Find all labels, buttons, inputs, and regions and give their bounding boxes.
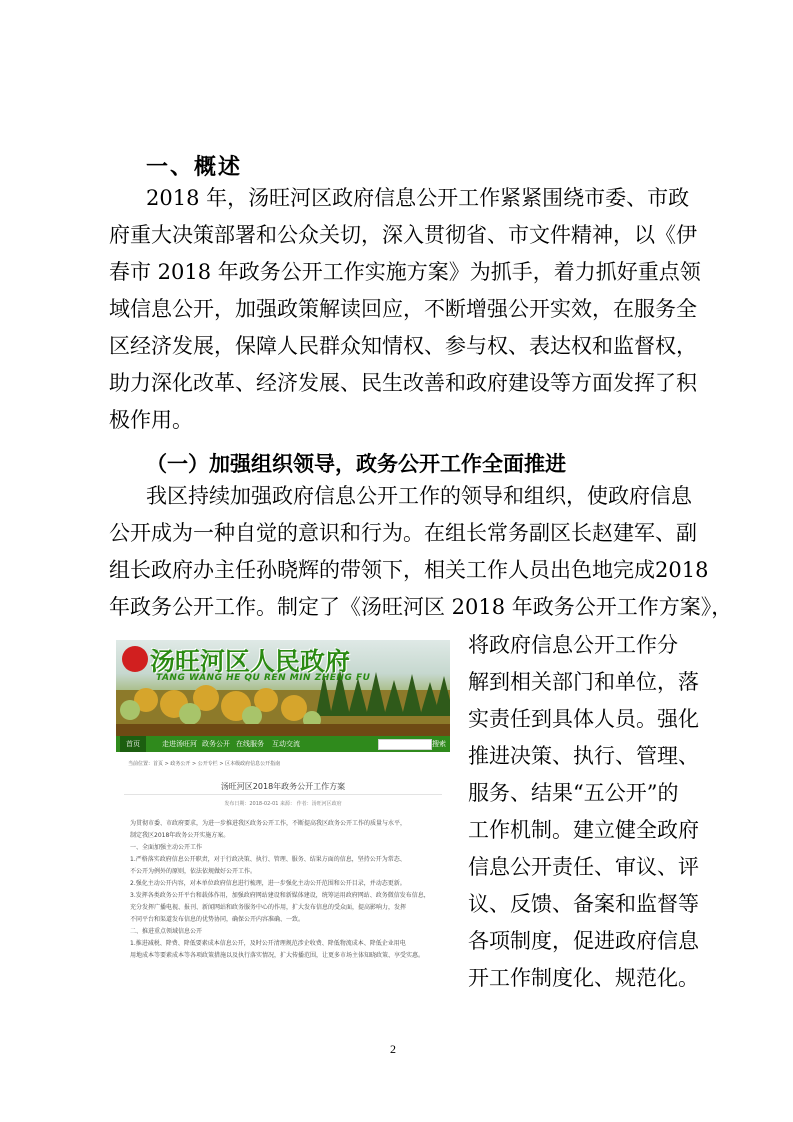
article-body-line: 制定我区2018年政务公开实施方案。: [130, 832, 230, 839]
subsection-heading: （一）加强组织领导，政务公开工作全面推进: [146, 452, 566, 476]
article-divider: [124, 794, 442, 795]
nav-about: 走进汤旺河: [162, 740, 197, 748]
site-logo-icon: [122, 646, 148, 672]
text-line: 服务、结果“五公开”的: [468, 781, 679, 805]
text-line: 工作机制。建立健全政府: [468, 818, 699, 842]
article-body-line: 二、推进重点领域信息公开: [130, 928, 203, 935]
site-title: 汤旺河区人民政府: [150, 647, 351, 676]
site-subtitle: TANG WANG HE QU REN MIN ZHENG FU: [156, 673, 371, 683]
nav-interaction: 互动交流: [272, 740, 300, 748]
text-line: 组长政府办主任孙晓辉的带领下，相关工作人员出色地完成2018: [109, 558, 709, 582]
text-line: 将政府信息公开工作分: [468, 633, 678, 657]
section-heading: 一、概述: [146, 155, 243, 180]
article-body-line: 3.发挥各类政务公开平台和载体作用，加强政府网站建设和新媒体建设，统筹运用政府网站、政务微信发布信息，: [130, 892, 430, 899]
article-body-line: 充分发挥广播电视、报刊、新闻网站和政务服务中心的作用，扩大发布信息的受众面，提高影响力，发挥: [130, 904, 407, 911]
text-line: 信息公开责任、审议、评: [468, 855, 699, 879]
nav-home: 首页: [120, 736, 146, 752]
article-body-line: 1.推进减税、降费、降低要素成本信息公开，及时公开清理规范涉企收费、降低物流成本、降低企业用电: [130, 940, 406, 947]
text-line: 区经济发展，保障人民群众知情权、参与权、表达权和监督权，: [109, 334, 697, 358]
article-body-line: 2.强化主动公开内容，对本单位政府信息进行梳理，进一步强化主动公开范围和公开目录，并动态更新。: [130, 880, 406, 887]
article-body-line: 为贯彻市委、市政府要求，为进一步推进我区政务公开工作，不断提高我区政务公开工作的质量与水平，: [130, 820, 407, 827]
article-body-line: 1.严格落实政府信息公开职责，对于行政决策、执行、管理、服务、结果方面的信息，坚持公开为常态、: [130, 856, 406, 863]
text-line: 各项制度，促进政府信息: [468, 929, 699, 953]
site-banner: [116, 640, 450, 736]
text-line: 年政务公开工作。制定了《汤旺河区 2018 年政务公开工作方案》，: [109, 595, 733, 619]
site-breadcrumb: 当前位置：首页 > 政务公开 > 公开专栏 > 区本级政府信息公开指南: [128, 761, 281, 767]
website-screenshot: [116, 640, 450, 997]
text-line: 我区持续加强政府信息公开工作的领导和组织，使政府信息: [146, 484, 692, 508]
text-line: 解到相关部门和单位，落: [468, 670, 699, 694]
text-line: 开工作制度化、规范化。: [468, 966, 699, 990]
nav-online-service: 在线服务: [236, 740, 264, 748]
article-meta: 发布日期：2018-02-01 来源： 作者：汤旺河区政府: [224, 801, 342, 807]
text-line: 春市 2018 年政务公开工作实施方案》为抓手，着力抓好重点领: [109, 260, 701, 284]
text-line: 推进决策、执行、管理、: [468, 744, 699, 768]
site-nav: [116, 736, 450, 752]
article-body-line: 不公开为例外的原则，依法依规做好公开工作。: [130, 868, 257, 875]
article-title: 汤旺河区2018年政务公开工作方案: [220, 782, 346, 791]
text-line: 府重大决策部署和公众关切，深入贯彻省、市文件精神，以《伊: [109, 223, 697, 247]
text-line: 议、反馈、备案和监督等: [468, 892, 699, 916]
site-search-button: 搜索: [432, 740, 446, 748]
nav-open-affairs: 政务公开: [202, 740, 230, 748]
text-line: 2018 年，汤旺河区政府信息公开工作紧紧围绕市委、市政: [146, 186, 690, 210]
text-line: 域信息公开，加强政策解读回应，不断增强公开实效，在服务全: [109, 297, 697, 321]
text-line: 实责任到具体人员。强化: [468, 707, 699, 731]
page-number: 2: [390, 1042, 396, 1056]
article-body-line: 用地成本等要素成本等各项政策措施以及执行落实情况，扩大传播范围，让更多市场主体知晓政策、享受实惠。: [130, 952, 425, 959]
site-search-input: [378, 739, 432, 750]
article-body-line: 一、全面加强主动公开工作: [130, 844, 203, 851]
text-line: 公开成为一种自觉的意识和行为。在组长常务副区长赵建军、副: [109, 521, 697, 545]
text-line: 极作用。: [109, 408, 193, 432]
article-body-line: 不同平台和渠道发布信息的优势协同，确保公开内容准确、一致。: [130, 916, 305, 923]
text-line: 助力深化改革、经济发展、民生改善和政府建设等方面发挥了积: [109, 371, 697, 395]
